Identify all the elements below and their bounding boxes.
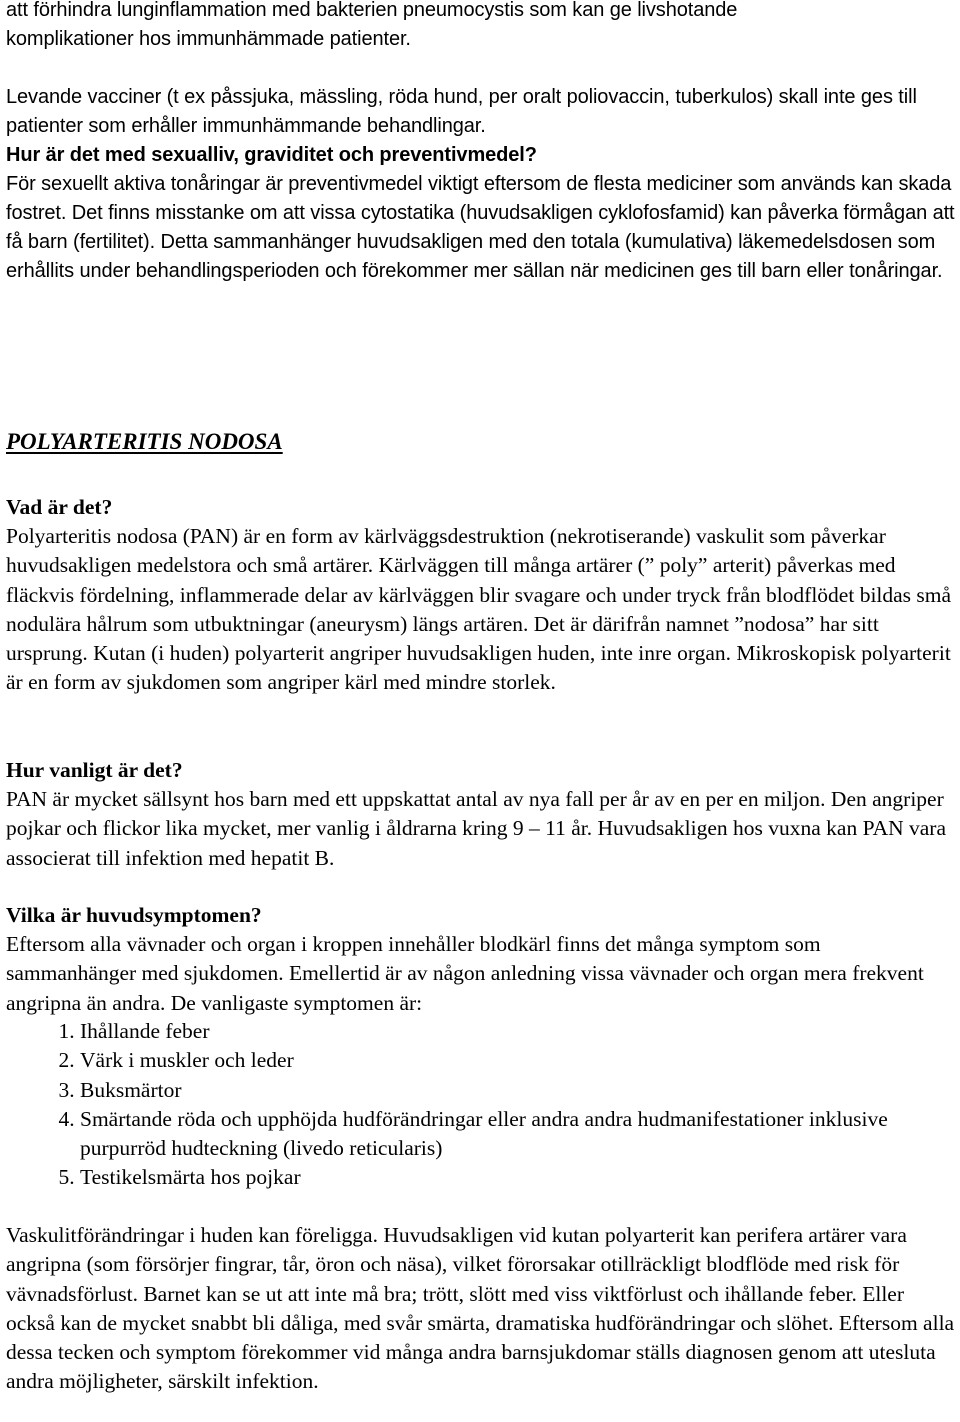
paragraph-symptoms-intro: Eftersom alla vävnader och organ i kroppen innehåller blodkärl finns det många symptom som sammanhänger med sjukdomen. Emellertid är av någon anledning vissa vävnader och organ mera frekvent angripna än andra. De vanligaste symptomen är: (6, 932, 924, 1015)
paragraph-vasculitis: Vaskulitförändringar i huden kan föreligga. Huvudsakligen vid kutan polyarterit kan perifera artärer vara angripna (som försörjer fingrar, tår, öron och näsa), vilket förorsakar otillräckligt blodflöde med risk för vävnadsförlust. Barnet kan se ut att inte må bra; trött, slött med viss viktförlust och ihållande feber. Eller också kan de mycket snabbt bli dåliga, med svår smärta, dramatiska hudförändringar och slöhet. Eftersom alla dessa tecken och symptom förekommer vid många andra barnsjukdomar ställs diagnosen genom att utesluta andra möjligheter, särskilt infektion. (6, 1223, 955, 1394)
heading-what-is-it: Vad är det? (6, 495, 113, 519)
list-item: 1. Ihållande feber (80, 1017, 955, 1046)
symptom-list (6, 1017, 955, 1193)
heading-sexuality: Hur är det med sexualliv, graviditet och preventivmedel? (6, 144, 537, 166)
heading-main-symptoms: Vilka är huvudsymptomen? (6, 903, 262, 927)
paragraph-pneumocystis: att förhindra lunginflammation med bakterien pneumocystis som kan ge livshotande komplikationer hos immunhämmade patienter. (6, 0, 738, 50)
list-item: 2. Värk i muskler och leder (80, 1046, 955, 1075)
paragraph-definition: Polyarteritis nodosa (PAN) är en form av kärlväggsdestruktion (nekrotiserande) vaskulit som påverkar huvudsakligen medelstora och små artärer. Kärlväggen till många artärer (” poly” arterit) påverkas med fläckvis fördelning, inflammerade delar av kärlväggen blir svagare och under tryck från blodflödet bildas små nodulära hålrum som utbuktningar (aneurysm) längs artären. Det är därifrån namnet ”nodosa” har sitt ursprung. Kutan (i huden) polyarterit angriper huvudsakligen huden, inte inre organ. Mikroskopisk polyarterit är en form av sjukdomen som angriper kärl med mindre storlek. (6, 524, 952, 695)
list-item: 5. Testikelsmärta hos pojkar (80, 1163, 955, 1192)
paragraph-vaccines: Levande vacciner (t ex påssjuka, mässling, röda hund, per oralt poliovaccin, tuberkulos) skall inte ges till patienter som erhåller immunhämmande behandlingar. (6, 86, 917, 137)
paragraph-contraception: För sexuellt aktiva tonåringar är preventivmedel viktigt eftersom de flesta mediciner som används kan skada fostret. Det finns misstanke om att vissa cytostatika (huvudsakligen cyklofosfamid) kan påverka förmågan att få barn (fertilitet). Detta sammanhänger huvudsakligen med den totala (kumulativa) läkemedelsdosen som erhållits under behandlingsperioden och förekommer mer sällan när medicinen ges till barn eller tonåringar. (6, 173, 955, 282)
section-title: POLYARTERITIS NODOSA (6, 429, 283, 454)
paragraph-prevalence: PAN är mycket sällsynt hos barn med ett uppskattat antal av nya fall per år av en per en miljon. Den angriper pojkar och flickor lika mycket, mer vanlig i åldrarna kring 9 – 11 år. Huvudsakligen hos vuxna kan PAN vara associerat till infektion med hepatit B. (6, 787, 946, 870)
list-item: 3. Buksmärtor (80, 1076, 955, 1105)
heading-how-common: Hur vanligt är det? (6, 758, 183, 782)
list-item: 4. Smärtande röda och upphöjda hudförändringar eller andra andra hudmanifestationer inklusive purpurröd hudteckning (livedo reticularis) (80, 1105, 955, 1164)
